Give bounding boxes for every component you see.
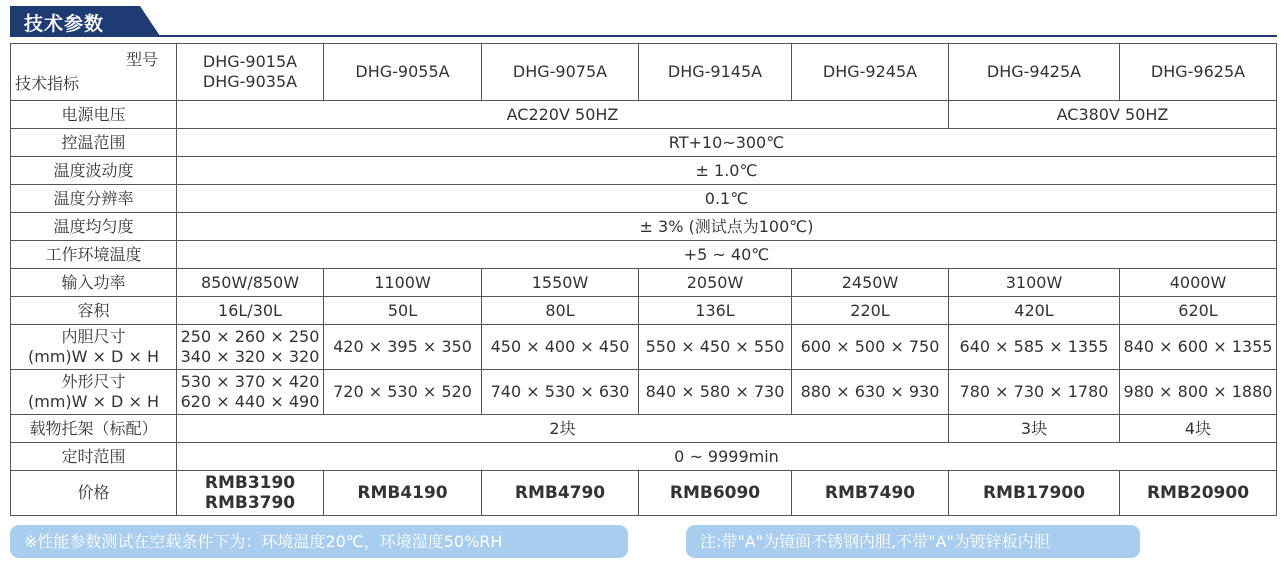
volume-row <box>11 297 1277 325</box>
price-cell: RMB20900 <box>1120 471 1277 516</box>
row-label: 定时范围 <box>11 443 177 471</box>
row-label: 温度分辨率 <box>11 185 177 213</box>
model-name: DHG-9035A <box>202 72 298 91</box>
table-cell <box>177 325 324 370</box>
model-name: DHG-9625A <box>1150 62 1246 81</box>
row-label <box>11 325 177 370</box>
table-cell: 1550W <box>482 269 639 297</box>
table-cell: 550 × 450 × 550 <box>639 325 792 370</box>
row-label: 温度均匀度 <box>11 213 177 241</box>
price-cell: RMB6090 <box>639 471 792 516</box>
model-name: DHG-9075A <box>512 62 608 81</box>
price-cell: RMB17900 <box>949 471 1120 516</box>
table-cell: 880 × 630 × 930 <box>792 370 949 415</box>
uniformity-row <box>11 213 1277 241</box>
table-cell: 4000W <box>1120 269 1277 297</box>
price-line: RMB3190 <box>204 473 296 493</box>
section-title: 技术参数 <box>24 13 105 35</box>
row-label <box>11 370 177 415</box>
model-name: DHG-9425A <box>986 62 1082 81</box>
table-cell: 780 × 730 × 1780 <box>949 370 1120 415</box>
table-cell: 2450W <box>792 269 949 297</box>
table-cell: ± 3% (测试点为100℃) <box>177 213 1277 241</box>
outer-size-row <box>11 370 1277 415</box>
table-cell: 50L <box>324 297 482 325</box>
table-cell: 16L/30L <box>177 297 324 325</box>
row-label-line: 外形尺寸 <box>61 372 126 391</box>
table-cell: 620L <box>1120 297 1277 325</box>
table-cell: 4块 <box>1120 415 1277 443</box>
model-name: DHG-9015A <box>202 52 298 71</box>
table-cell: 600 × 500 × 750 <box>792 325 949 370</box>
model-header-row <box>11 44 1277 101</box>
table-cell: 640 × 585 × 1355 <box>949 325 1120 370</box>
price-line: RMB3790 <box>204 493 296 513</box>
row-label-line: (mm)W × D × H <box>28 347 159 366</box>
corner-spec-label: 技术指标 <box>15 74 80 93</box>
table-cell: 420L <box>949 297 1120 325</box>
row-label: 容积 <box>11 297 177 325</box>
table-cell: 2050W <box>639 269 792 297</box>
table-cell <box>177 370 324 415</box>
test-condition-note: ※性能参数测试在空载条件下为：环境温度20℃，环境湿度50%RH <box>10 525 628 558</box>
model-name: DHG-9055A <box>355 62 450 81</box>
table-cell: 840 × 580 × 730 <box>639 370 792 415</box>
price-cell <box>177 471 324 516</box>
table-cell: RT+10~300℃ <box>177 129 1277 157</box>
table-cell: 3块 <box>949 415 1120 443</box>
table-cell: AC380V 50HZ <box>949 101 1277 129</box>
table-cell: 3100W <box>949 269 1120 297</box>
temp-range-row <box>11 129 1277 157</box>
cell-line: 250 × 260 × 250 <box>180 327 320 346</box>
model-header-cell <box>1120 44 1277 101</box>
title-divider <box>10 35 1277 37</box>
model-header-cell <box>482 44 639 101</box>
model-header-cell <box>177 44 324 101</box>
table-cell: 720 × 530 × 520 <box>324 370 482 415</box>
row-label-line: (mm)W × D × H <box>28 392 159 411</box>
ambient-row <box>11 241 1277 269</box>
table-cell: 1100W <box>324 269 482 297</box>
model-header-cell <box>639 44 792 101</box>
table-cell: 740 × 530 × 630 <box>482 370 639 415</box>
shelves-row <box>11 415 1277 443</box>
table-cell: 0.1℃ <box>177 185 1277 213</box>
table-cell: +5 ~ 40℃ <box>177 241 1277 269</box>
power-row <box>11 269 1277 297</box>
price-cell: RMB7490 <box>792 471 949 516</box>
spec-table <box>10 43 1277 516</box>
liner-material-note: 注:带"A"为镜面不锈钢内胆,不带"A"为镀锌板内胆 <box>686 525 1140 558</box>
cell-line: 530 × 370 × 420 <box>180 372 320 391</box>
model-name: DHG-9145A <box>667 62 763 81</box>
cell-line: 340 × 320 × 320 <box>180 347 320 366</box>
price-cell: RMB4190 <box>324 471 482 516</box>
table-cell: 850W/850W <box>177 269 324 297</box>
row-label: 价格 <box>11 471 177 516</box>
model-header-cell <box>949 44 1120 101</box>
fluctuation-row <box>11 157 1277 185</box>
model-name: DHG-9245A <box>822 62 918 81</box>
table-cell: 980 × 800 × 1880 <box>1120 370 1277 415</box>
inner-size-row <box>11 325 1277 370</box>
corner-model-label: 型号 <box>125 50 158 69</box>
table-cell: 450 × 400 × 450 <box>482 325 639 370</box>
resolution-row <box>11 185 1277 213</box>
table-cell: AC220V 50HZ <box>177 101 949 129</box>
table-cell: ± 1.0℃ <box>177 157 1277 185</box>
table-cell: 80L <box>482 297 639 325</box>
corner-header-cell <box>11 44 177 101</box>
row-label: 载物托架（标配） <box>11 415 177 443</box>
price-cell: RMB4790 <box>482 471 639 516</box>
model-header-cell <box>792 44 949 101</box>
table-cell: 840 × 600 × 1355 <box>1120 325 1277 370</box>
table-cell: 136L <box>639 297 792 325</box>
row-label: 输入功率 <box>11 269 177 297</box>
row-label: 工作环境温度 <box>11 241 177 269</box>
table-cell: 420 × 395 × 350 <box>324 325 482 370</box>
table-cell: 0 ~ 9999min <box>177 443 1277 471</box>
row-label: 电源电压 <box>11 101 177 129</box>
row-label: 温度波动度 <box>11 157 177 185</box>
table-cell: 220L <box>792 297 949 325</box>
row-label: 控温范围 <box>11 129 177 157</box>
cell-line: 620 × 440 × 490 <box>180 392 320 411</box>
price-row <box>11 471 1277 516</box>
voltage-row <box>11 101 1277 129</box>
table-cell: 2块 <box>177 415 949 443</box>
model-header-cell <box>324 44 482 101</box>
timer-row <box>11 443 1277 471</box>
row-label-line: 内胆尺寸 <box>61 327 126 346</box>
